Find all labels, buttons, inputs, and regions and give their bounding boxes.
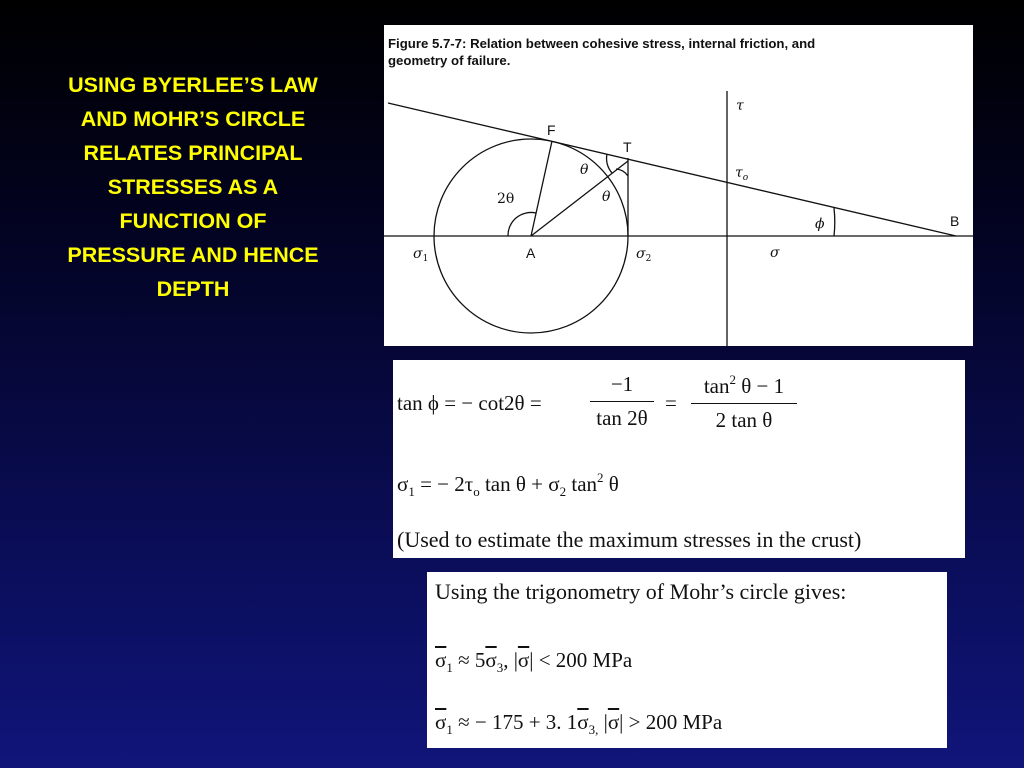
result-intro: Using the trigonometry of Mohr’s circle gives: (435, 579, 847, 604)
mohr-circle-figure (384, 25, 973, 346)
label-two-theta: 2θ (497, 191, 515, 207)
eq1-equals: = (665, 391, 677, 415)
result-panel (427, 572, 947, 748)
label-theta-bottom: θ (602, 189, 611, 205)
label-a: A (526, 245, 536, 261)
label-sigma: σ (770, 245, 780, 261)
label-t: T (623, 139, 632, 155)
eq1-fraction-2 (691, 372, 797, 433)
phi-arc (834, 208, 835, 236)
label-sigma-1: $\sigma_1$ (413, 246, 429, 264)
mohr-diagram (384, 25, 973, 346)
label-tau-o: $\tau_o$ (735, 165, 749, 183)
label-b: B (950, 213, 960, 229)
eq1-fraction-1-numerator: −1 (590, 372, 654, 402)
eq1-prefix: tan ϕ = − cot2θ = (397, 391, 542, 415)
formula-panel (393, 360, 965, 558)
result-line-1: $\overline{\sigma}_1 \approx 5\overline{\sigma}_3$, $|\overline{\sigma}| < 200$ MPa (435, 648, 633, 675)
theta-arc-top (607, 154, 612, 173)
theta-arc-bottom (616, 169, 628, 176)
label-f: F (547, 122, 556, 138)
eq1-fraction-2-numerator: $\tan^2 \theta - 1$ (691, 372, 797, 404)
formula-note: (Used to estimate the maximum stresses in the crust) (397, 527, 862, 552)
failure-envelope (388, 103, 956, 236)
label-phi: ϕ (815, 216, 825, 232)
label-tau: τ (736, 98, 744, 114)
label-sigma-2: $\sigma_2$ (636, 246, 652, 264)
figure-caption-line-1: Figure 5.7-7: Relation between cohesive stress, internal friction, and (388, 36, 816, 51)
eq2: $\sigma_1$ = − $2\tau_o$ $\tan \theta + \sigma_2$ $\tan^2 \theta$ (397, 470, 619, 499)
slide-title: USING BYERLEE’S LAW AND MOHR’S CIRCLE RELATES PRINCIPAL STRESSES AS A FUNCTION OF PRESSURE AND HENCE DEPTH (67, 73, 319, 301)
eq1-fraction-2-denominator: 2 tan θ (715, 408, 773, 432)
result-line-2: $\overline{\sigma}_1$ ≈ − 175 + 3. $1\overline{\sigma}_{3,}$ $|\overline{\sigma}| > 200$ MPa (435, 710, 723, 737)
figure-caption-line-2: geometry of failure. (388, 53, 511, 68)
label-theta-top: θ (580, 162, 589, 178)
eq1-fraction-1-denominator: tan 2θ (596, 406, 648, 430)
eq1-fraction-1 (590, 372, 654, 431)
